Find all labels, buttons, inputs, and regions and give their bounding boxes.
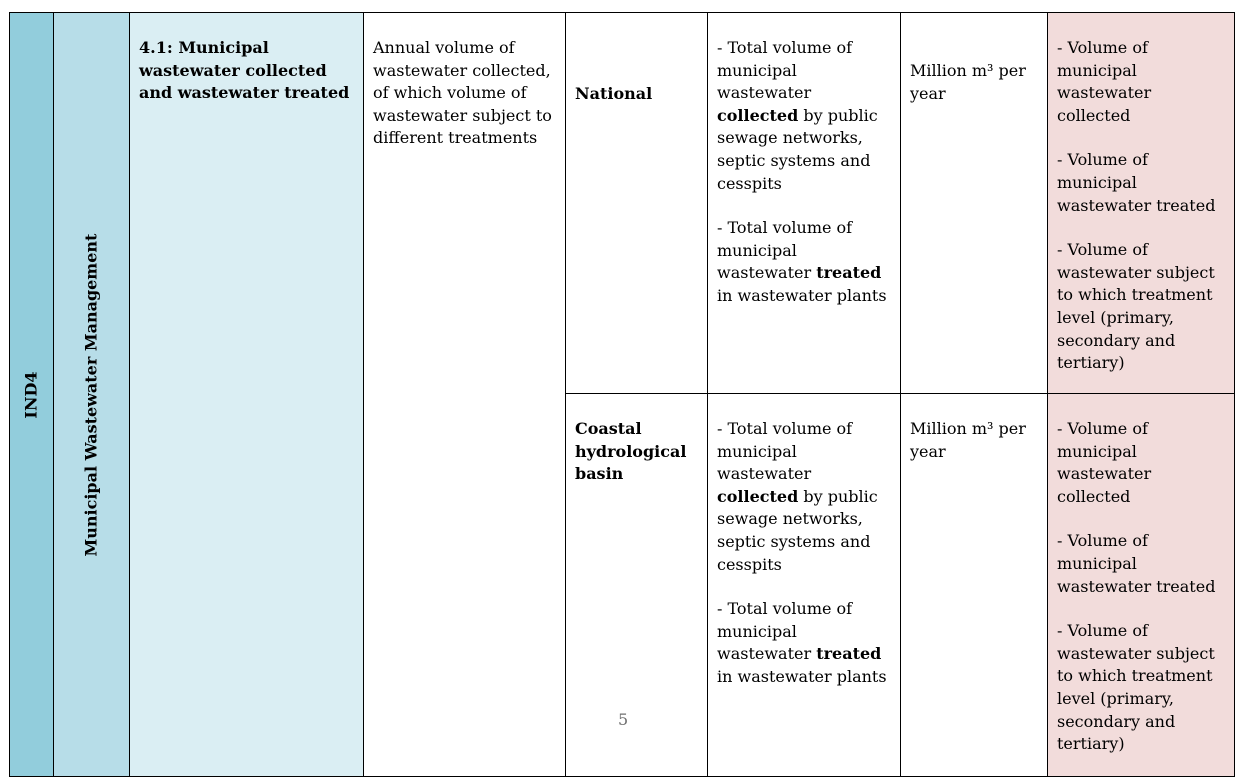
variable-item: - Volume of municipal wastewater treated <box>1057 531 1216 596</box>
table-row <box>10 13 1235 394</box>
parameter-item: - Total volume of municipal wastewater treated in wastewater plants <box>717 599 887 686</box>
theme-cell <box>54 13 130 777</box>
theme-label: Municipal Wastewater Management <box>81 233 101 556</box>
page-number: 5 <box>618 710 629 729</box>
indicator-table <box>9 12 1235 777</box>
scale-coastal: Coastal hydrological basin <box>566 394 708 777</box>
variables-coastal <box>1048 394 1235 777</box>
variables-national <box>1048 13 1235 394</box>
variable-item: - Volume of wastewater subject to which treatment level (primary, secondary and tertiary) <box>1057 621 1215 754</box>
parameter-item: - Total volume of municipal wastewater collected by public sewage networks, septic systems and cesspits <box>717 38 878 193</box>
variable-item: - Volume of municipal wastewater collected <box>1057 419 1152 506</box>
parameters-national <box>708 13 901 394</box>
indicator-code: IND4 <box>21 370 41 419</box>
variable-item: - Volume of municipal wastewater treated <box>1057 150 1216 215</box>
indicator-code-cell <box>10 13 54 777</box>
parameter-item: - Total volume of municipal wastewater treated in wastewater plants <box>717 218 887 305</box>
indicator-title: 4.1: Municipal wastewater collected and wastewater treated <box>130 13 364 777</box>
scale-national: National <box>566 13 708 394</box>
unit-national: Million m³ per year <box>901 13 1048 394</box>
unit-coastal: Million m³ per year <box>901 394 1048 777</box>
variable-item: - Volume of wastewater subject to which treatment level (primary, secondary and tertiary) <box>1057 240 1215 373</box>
variable-item: - Volume of municipal wastewater collected <box>1057 38 1152 125</box>
indicator-description: Annual volume of wastewater collected, of which volume of wastewater subject to different treatments <box>364 13 566 777</box>
parameter-item: - Total volume of municipal wastewater collected by public sewage networks, septic systems and cesspits <box>717 419 878 574</box>
parameters-coastal <box>708 394 901 777</box>
